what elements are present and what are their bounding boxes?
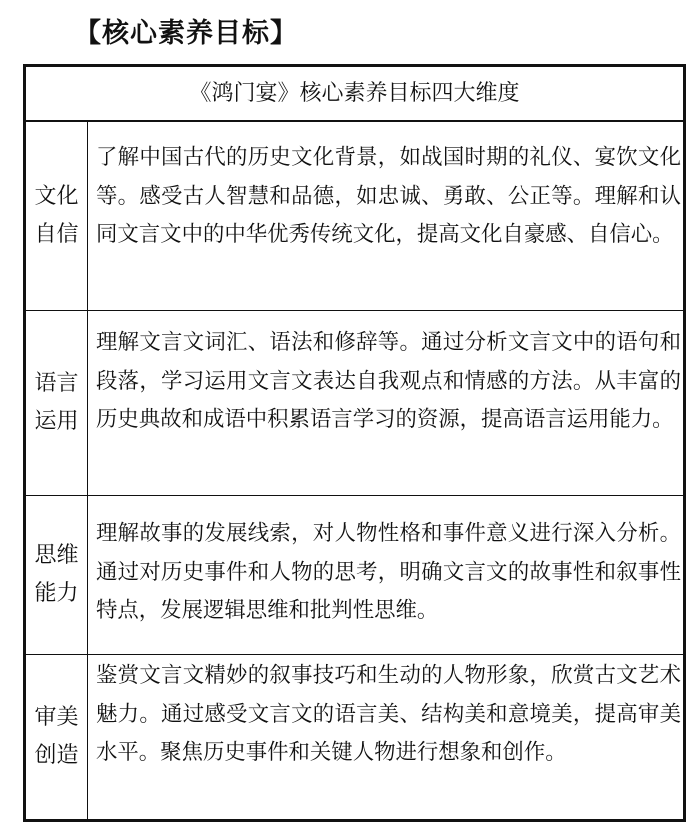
row-description: 鉴赏文言文精妙的叙事技巧和生动的人物形象，欣赏古文艺术魅力。通过感受文言文的语言美、结构美和意境美，提高审美水平。聚焦历史事件和关键人物进行想象和创作。 <box>96 663 681 766</box>
row-label: 文化自信 <box>34 184 79 247</box>
row-label-cell <box>26 311 88 495</box>
row-description: 了解中国古代的历史文化背景，如战国时期的礼仪、宴饮文化等。感受古人智慧和品德，如忠诚、勇敢、公正等。理解和认同文言文中的中华优秀传统文化，提高文化自豪感、自信心。 <box>96 145 681 248</box>
row-label: 审美创造 <box>34 705 79 768</box>
section-heading: 【核心素养目标】 <box>74 18 298 49</box>
row-description: 理解文言文词汇、语法和修辞等。通过分析文言文中的语句和段落，学习运用文言文表达自我观点和情感的方法。从丰富的历史典故和成语中积累语言学习的资源，提高语言运用能力。 <box>96 330 681 433</box>
goals-table <box>23 64 686 822</box>
table-row <box>26 122 683 311</box>
table-row <box>26 311 683 496</box>
row-label-cell <box>26 655 88 819</box>
row-label: 思维能力 <box>34 543 79 606</box>
table-title: 《鸿门宴》核心素养目标四大维度 <box>26 67 683 122</box>
table-row <box>26 496 683 655</box>
row-description: 理解故事的发展线索，对人物性格和事件意义进行深入分析。通过对历史事件和人物的思考，明确文言文的故事性和叙事性特点，发展逻辑思维和批判性思维。 <box>96 521 681 624</box>
row-label: 语言运用 <box>34 371 79 434</box>
row-label-cell <box>26 496 88 654</box>
row-label-cell <box>26 122 88 310</box>
table-row <box>26 655 683 819</box>
